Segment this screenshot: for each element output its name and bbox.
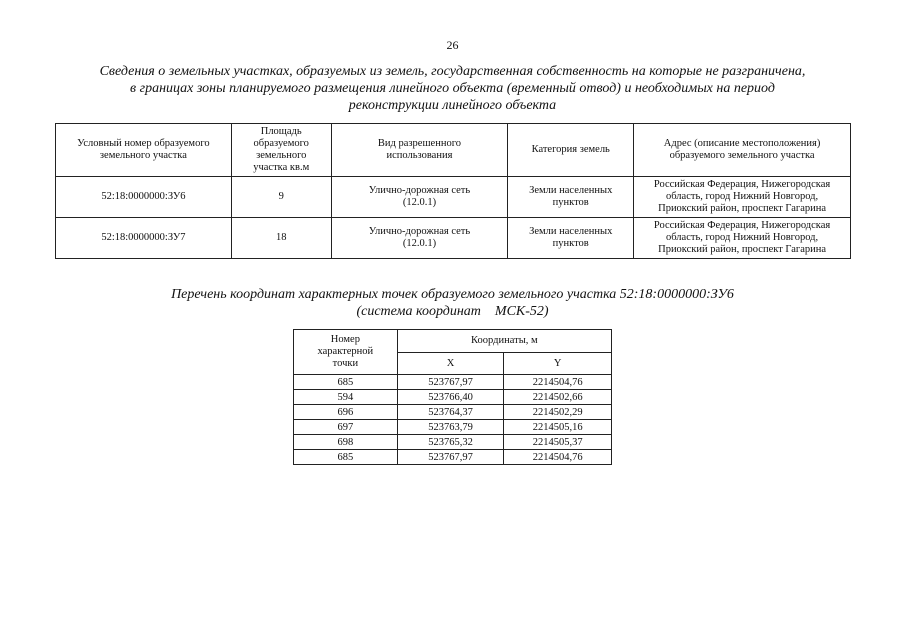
header-text: Условный номер образуемого	[77, 138, 210, 149]
title-line: реконструкции линейного объекта	[348, 98, 557, 113]
coord-y: 2214502,29	[504, 405, 612, 420]
plot-permitted-use	[331, 177, 508, 218]
coord-y: 2214505,16	[504, 420, 612, 435]
point-number: 696	[294, 405, 398, 420]
cell-text: область, город Нижний Новгород,	[665, 191, 819, 202]
cell-text: Приокский район, проспект Гагарина	[658, 203, 827, 214]
header-permitted-use	[331, 124, 508, 177]
coord-x: 523767,97	[397, 375, 504, 390]
header-address	[634, 124, 851, 177]
cell-text: Улично-дорожная сеть	[368, 185, 471, 196]
coord-y: 2214505,37	[504, 435, 612, 450]
point-number: 685	[294, 375, 398, 390]
header-text: Категория земель	[531, 144, 610, 155]
plots-section-title	[40, 63, 865, 114]
plot-address	[634, 218, 851, 259]
header-text: характерной	[317, 346, 374, 357]
table-row	[56, 218, 851, 259]
plots-table	[55, 123, 851, 259]
point-number: 697	[294, 420, 398, 435]
table-row	[294, 420, 612, 435]
table-row	[294, 405, 612, 420]
coords-table-header	[294, 330, 612, 353]
header-area	[231, 124, 331, 177]
header-text: Номер	[330, 334, 360, 345]
table-row	[294, 375, 612, 390]
title-line: Перечень координат характерных точек образуемого земельного участка 52:18:0000000:ЗУ6	[171, 287, 734, 302]
coord-y: 2214504,76	[504, 450, 612, 465]
plot-area: 18	[231, 218, 331, 259]
header-coordinates: Координаты, м	[397, 330, 611, 353]
plot-number: 52:18:0000000:ЗУ6	[56, 177, 232, 218]
cell-text: Земли населенных	[529, 185, 613, 196]
header-land-category	[508, 124, 634, 177]
table-row	[294, 435, 612, 450]
header-text: Вид разрешенного	[377, 138, 461, 149]
header-point-number	[294, 330, 398, 375]
point-number: 594	[294, 390, 398, 405]
plot-land-category	[508, 177, 634, 218]
cell-text: пунктов	[552, 238, 589, 249]
cell-text: Земли населенных	[529, 226, 613, 237]
plots-table-header	[56, 124, 851, 177]
coord-y: 2214502,66	[504, 390, 612, 405]
coords-table	[293, 329, 612, 465]
header-text: образуемого	[253, 138, 309, 149]
table-row	[294, 450, 612, 465]
point-number: 698	[294, 435, 398, 450]
plot-address	[634, 177, 851, 218]
header-text: земельного участка	[99, 150, 187, 161]
title-line: в границах зоны планируемого размещения линейного объекта (временный отвод) и необходимых на период	[130, 81, 775, 96]
header-text: участка кв.м	[253, 162, 310, 173]
cell-text: Российская Федерация, Нижегородская	[653, 220, 831, 231]
plot-number: 52:18:0000000:ЗУ7	[56, 218, 232, 259]
header-y: Y	[504, 353, 612, 375]
coords-section-title	[40, 286, 865, 320]
coord-y: 2214504,76	[504, 375, 612, 390]
header-plot-number	[56, 124, 232, 177]
plot-permitted-use	[331, 218, 508, 259]
page-number: 26	[446, 38, 459, 52]
coord-x: 523764,37	[397, 405, 504, 420]
plot-area: 9	[231, 177, 331, 218]
cell-text: (12.0.1)	[402, 197, 437, 208]
header-text: Площадь	[260, 126, 302, 137]
cell-text: (12.0.1)	[402, 238, 437, 249]
cell-text: пунктов	[552, 197, 589, 208]
cell-text: область, город Нижний Новгород,	[665, 232, 819, 243]
title-line: (система координат МСК-52)	[356, 304, 549, 319]
cell-text: Российская Федерация, Нижегородская	[653, 179, 831, 190]
coord-x: 523766,40	[397, 390, 504, 405]
title-line: Сведения о земельных участках, образуемых из земель, государственная собственность на которые не разграничена,	[99, 64, 806, 79]
coord-x: 523765,32	[397, 435, 504, 450]
header-text: Адрес (описание местоположения)	[663, 138, 821, 149]
coord-x: 523763,79	[397, 420, 504, 435]
header-text: образуемого земельного участка	[669, 150, 815, 161]
cell-text: Улично-дорожная сеть	[368, 226, 471, 237]
header-text: точки	[332, 358, 359, 369]
coord-x: 523767,97	[397, 450, 504, 465]
table-row	[294, 390, 612, 405]
cell-text: Приокский район, проспект Гагарина	[658, 244, 827, 255]
header-text: земельного	[256, 150, 307, 161]
plot-land-category	[508, 218, 634, 259]
table-row	[56, 177, 851, 218]
header-text: использования	[386, 150, 453, 161]
header-x: X	[397, 353, 504, 375]
point-number: 685	[294, 450, 398, 465]
